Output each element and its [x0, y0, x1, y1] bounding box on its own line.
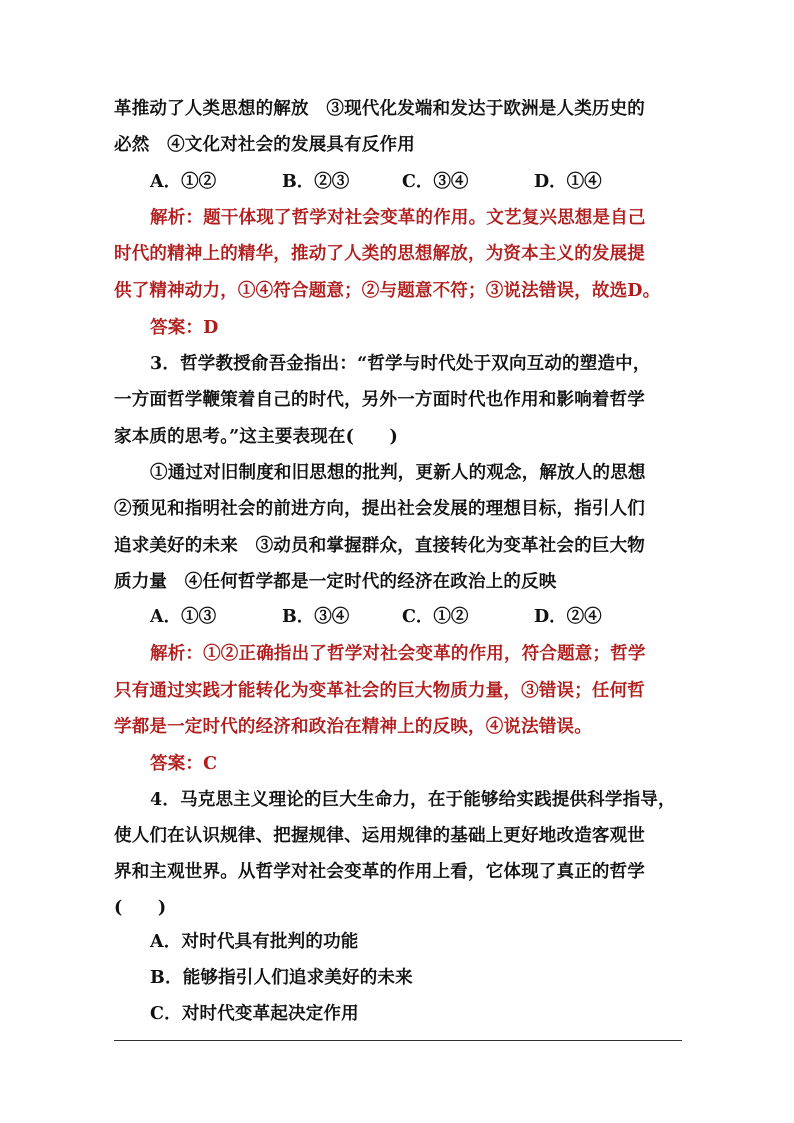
q3-stem-line: 家本质的思考。”这主要表现在( )	[114, 427, 398, 447]
q2-option-a[interactable]: A．①②	[150, 172, 217, 192]
q2-option-b[interactable]: B．②③	[282, 172, 350, 192]
q2-answer: 答案：D	[150, 318, 219, 338]
q3-item-line: ①通过对旧制度和旧思想的批判，更新人的观念，解放人的思想	[150, 463, 646, 483]
q3-analysis-line: 解析：①②正确指出了哲学对社会变革的作用，符合题意；哲学	[150, 644, 646, 664]
q4-stem-line: 界和主观世界。从哲学对社会变革的作用上看，它体现了真正的哲学	[114, 862, 645, 882]
q3-answer: 答案：C	[150, 754, 218, 774]
q4-stem-line: 使人们在认识规律、把握规律、运用规律的基础上更好地改造客观世	[114, 826, 645, 846]
q4-stem-line: 4．马克思主义理论的巨大生命力，在于能够给实践提供科学指导，	[150, 790, 676, 810]
q2-option-c[interactable]: C．③④	[402, 172, 469, 192]
q4-stem-line: ( )	[114, 898, 167, 918]
q4-option-c[interactable]: C．对时代变革起决定作用	[150, 1004, 359, 1024]
q3-analysis-line: 学都是一定时代的经济和政治在精神上的反映，④说法错误。	[114, 717, 592, 737]
q3-stem-line: 3．哲学教授俞吾金指出：“哲学与时代处于双向互动的塑造中，	[150, 354, 651, 374]
page-divider	[114, 1040, 682, 1041]
q3-item-line: 质力量 ④任何哲学都是一定时代的经济在政治上的反映	[114, 572, 557, 592]
q2-analysis-line: 时代的精神上的精华，推动了人类的思想解放，为资本主义的发展提	[114, 244, 645, 264]
q3-option-c[interactable]: C．①②	[402, 607, 469, 627]
q2-stem-line: 革推动了人类思想的解放 ③现代化发端和发达于欧洲是人类历史的	[114, 99, 645, 119]
q3-option-d[interactable]: D．②④	[534, 607, 602, 627]
q4-option-a[interactable]: A．对时代具有批判的功能	[150, 932, 359, 952]
q3-analysis-line: 只有通过实践才能转化为变革社会的巨大物质力量，③错误；任何哲	[114, 681, 645, 701]
q3-option-b[interactable]: B．③④	[282, 607, 350, 627]
q2-option-d[interactable]: D．①④	[534, 172, 602, 192]
q3-option-a[interactable]: A．①③	[150, 607, 217, 627]
q4-option-b[interactable]: B．能够指引人们追求美好的未来	[150, 968, 413, 988]
q3-item-line: 追求美好的未来 ③动员和掌握群众，直接转化为变革社会的巨大物	[114, 536, 645, 556]
q2-analysis-line: 供了精神动力，①④符合题意；②与题意不符；③说法错误，故选D。	[114, 281, 661, 301]
q2-stem-line: 必然 ④文化对社会的发展具有反作用	[114, 135, 415, 155]
q2-analysis-line: 解析：题干体现了哲学对社会变革的作用。文艺复兴思想是自己	[150, 208, 646, 228]
q3-stem-line: 一方面哲学鞭策着自己的时代，另外一方面时代也作用和影响着哲学	[114, 390, 645, 410]
q3-item-line: ②预见和指明社会的前进方向，提出社会发展的理想目标，指引人们	[114, 499, 645, 519]
